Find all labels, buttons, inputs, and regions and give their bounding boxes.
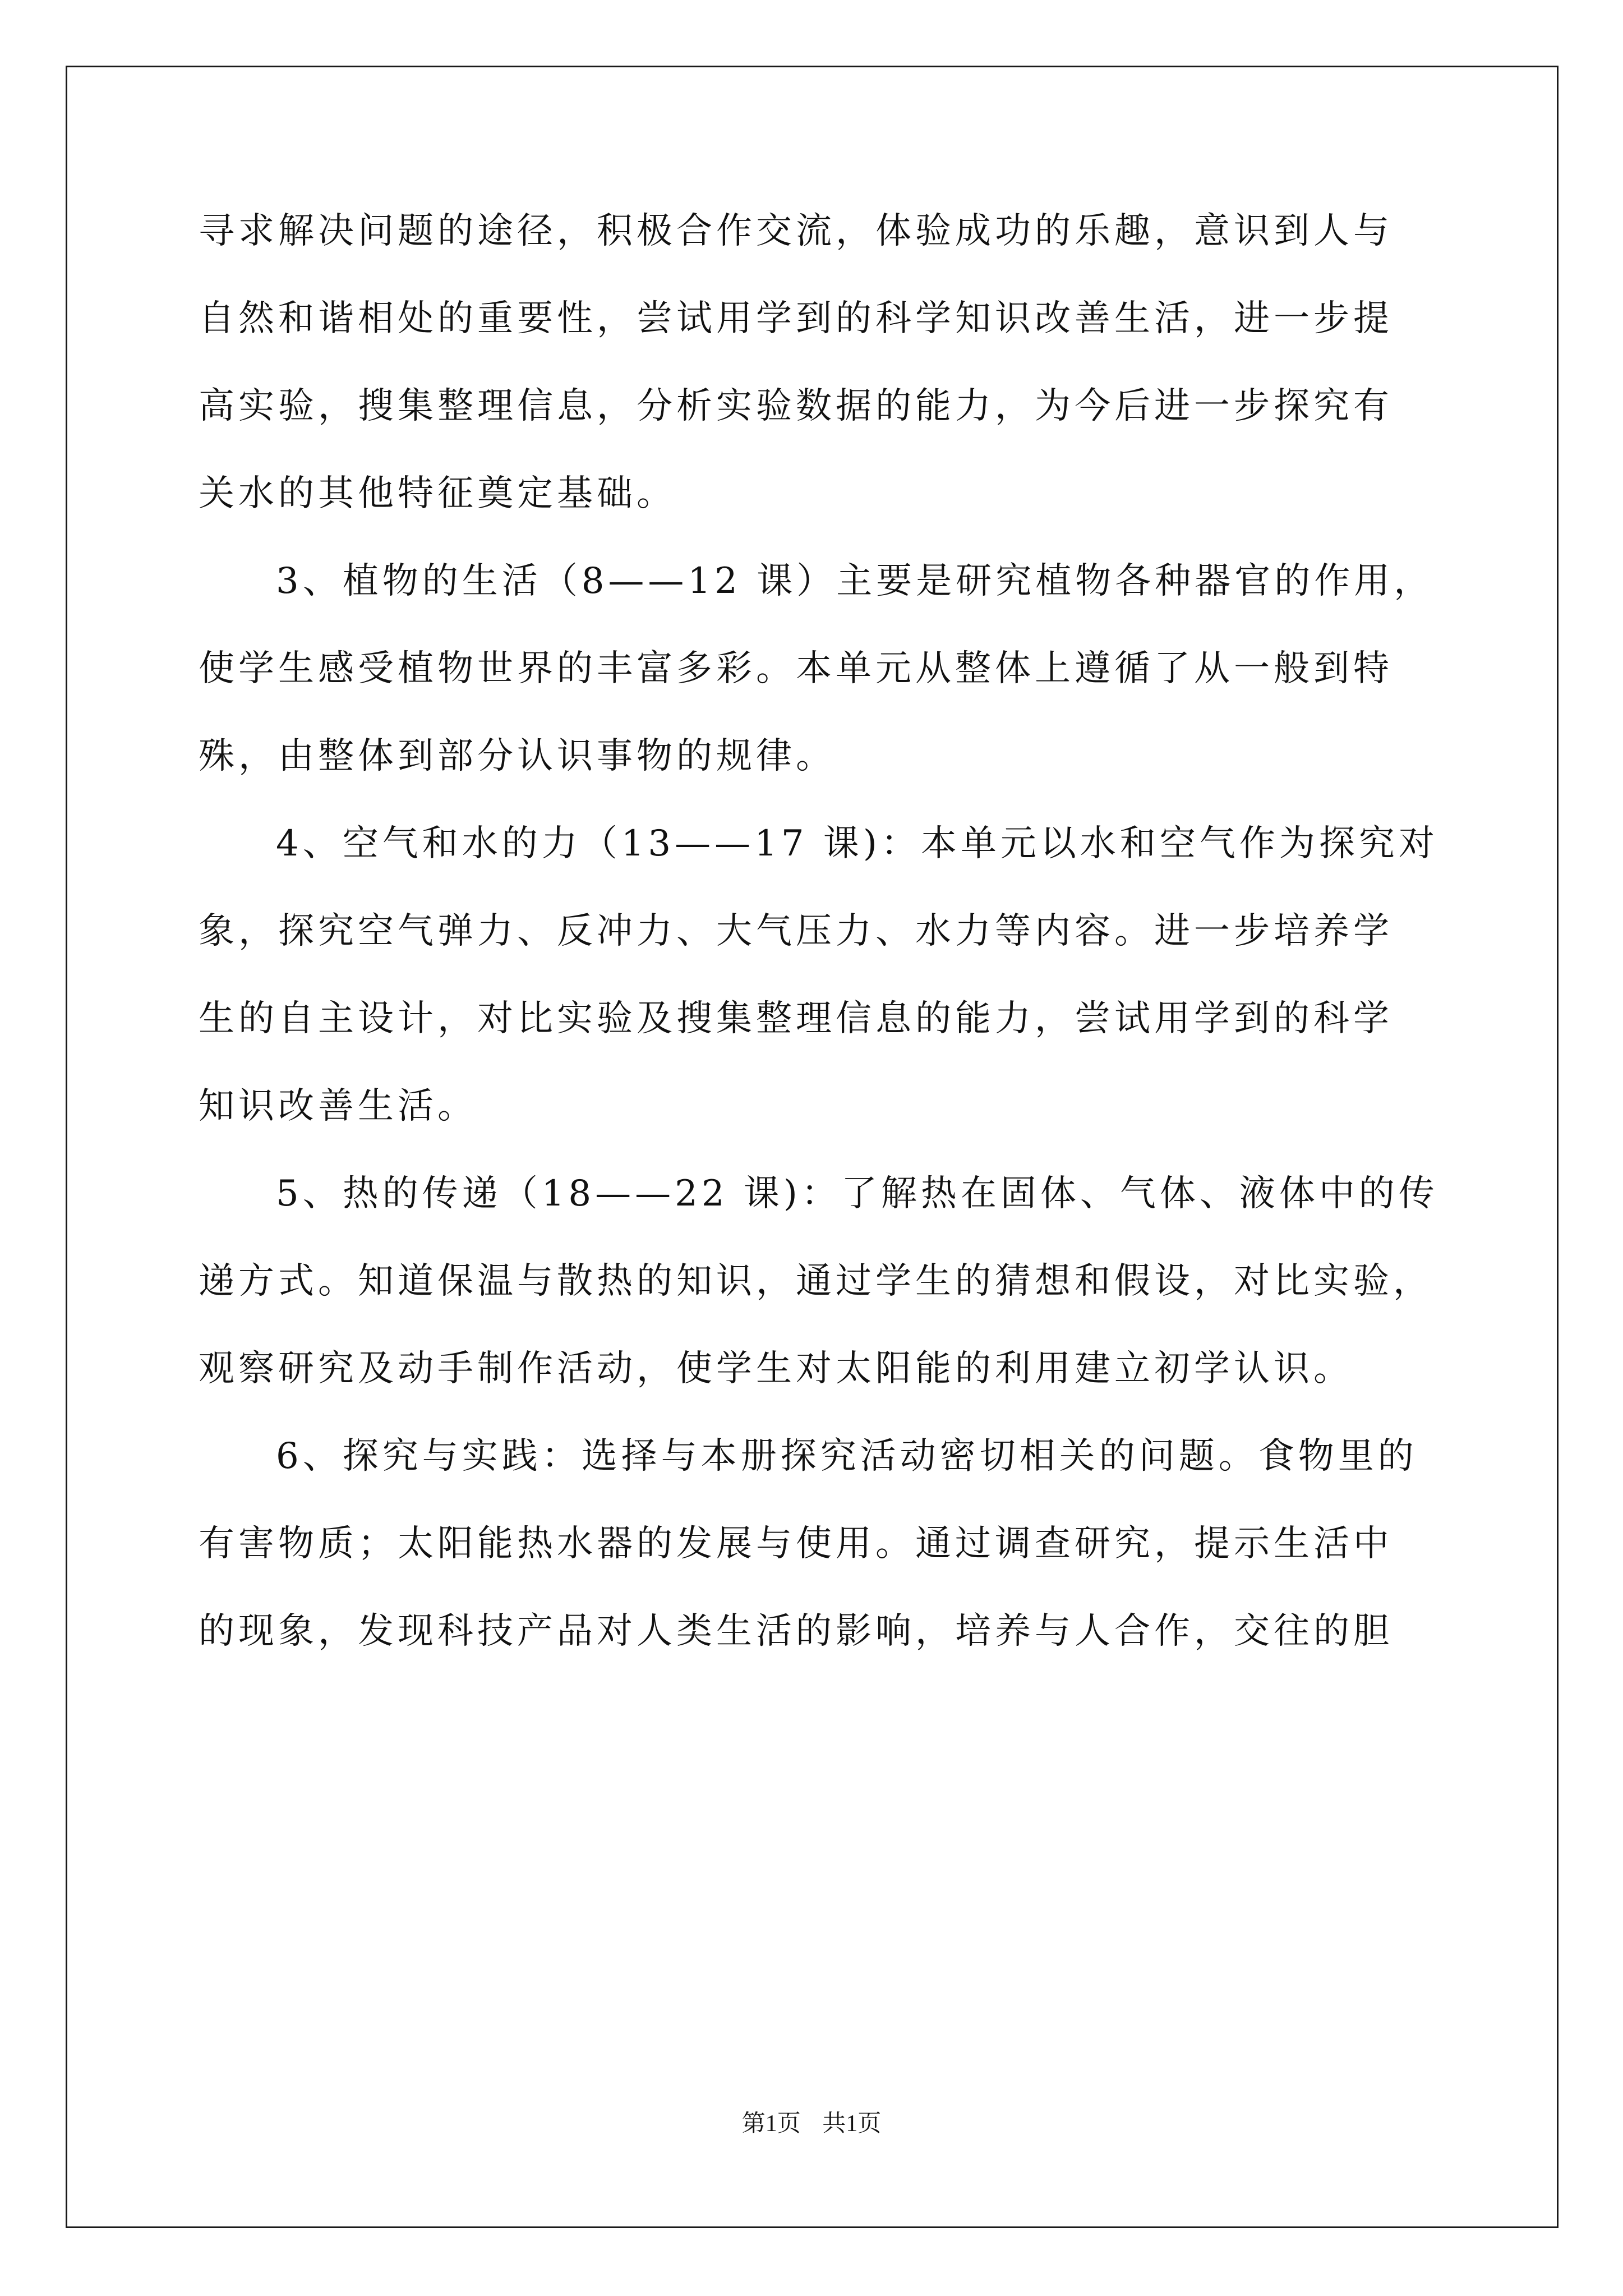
paragraph-first-line: 6、探究与实践：选择与本册探究活动密切相关的问题。食物里的 — [276, 1435, 1418, 1477]
text-line: 递方式。知道保温与散热的知识，通过学生的猜想和假设，对比实验， — [199, 1260, 1433, 1302]
text-line: 使学生感受植物世界的丰富多彩。本单元从整体上遵循了从一般到特 — [199, 648, 1393, 689]
page-number-current: 第1页 — [741, 2111, 801, 2137]
text-line: 关水的其他特征奠定基础。 — [199, 473, 676, 514]
paragraph-first-line: 4、空气和水的力（13——17 课)：本单元以水和空气作为探究对 — [276, 823, 1438, 864]
page-number-total: 共1页 — [822, 2111, 882, 2137]
paragraph-first-line: 5、热的传递（18——22 课)：了解热在固体、气体、液体中的传 — [276, 1173, 1438, 1214]
text-line: 象，探究空气弹力、反冲力、大气压力、水力等内容。进一步培养学 — [199, 910, 1393, 952]
text-line: 高实验，搜集整理信息，分析实验数据的能力，为今后进一步探究有 — [199, 385, 1393, 427]
paragraph-first-line: 3、植物的生活（8——12 课）主要是研究植物各种器官的作用， — [276, 560, 1434, 602]
text-line: 观察研究及动手制作活动，使学生对太阳能的利用建立初学认识。 — [199, 1348, 1353, 1389]
text-line: 有害物质；太阳能热水器的发展与使用。通过调查研究，提示生活中 — [199, 1523, 1393, 1565]
text-line: 寻求解决问题的途径，积极合作交流，体验成功的乐趣，意识到人与 — [199, 210, 1393, 252]
text-line: 的现象，发现科技产品对人类生活的影响，培养与人合作，交往的胆 — [199, 1611, 1393, 1652]
text-line: 自然和谐相处的重要性，尝试用学到的科学知识改善生活，进一步提 — [199, 298, 1393, 339]
text-line: 知识改善生活。 — [199, 1085, 477, 1127]
text-line: 生的自主设计，对比实验及搜集整理信息的能力，尝试用学到的科学 — [199, 998, 1393, 1039]
text-line: 殊，由整体到部分认识事物的规律。 — [199, 735, 836, 777]
page-footer — [0, 2105, 1623, 2138]
